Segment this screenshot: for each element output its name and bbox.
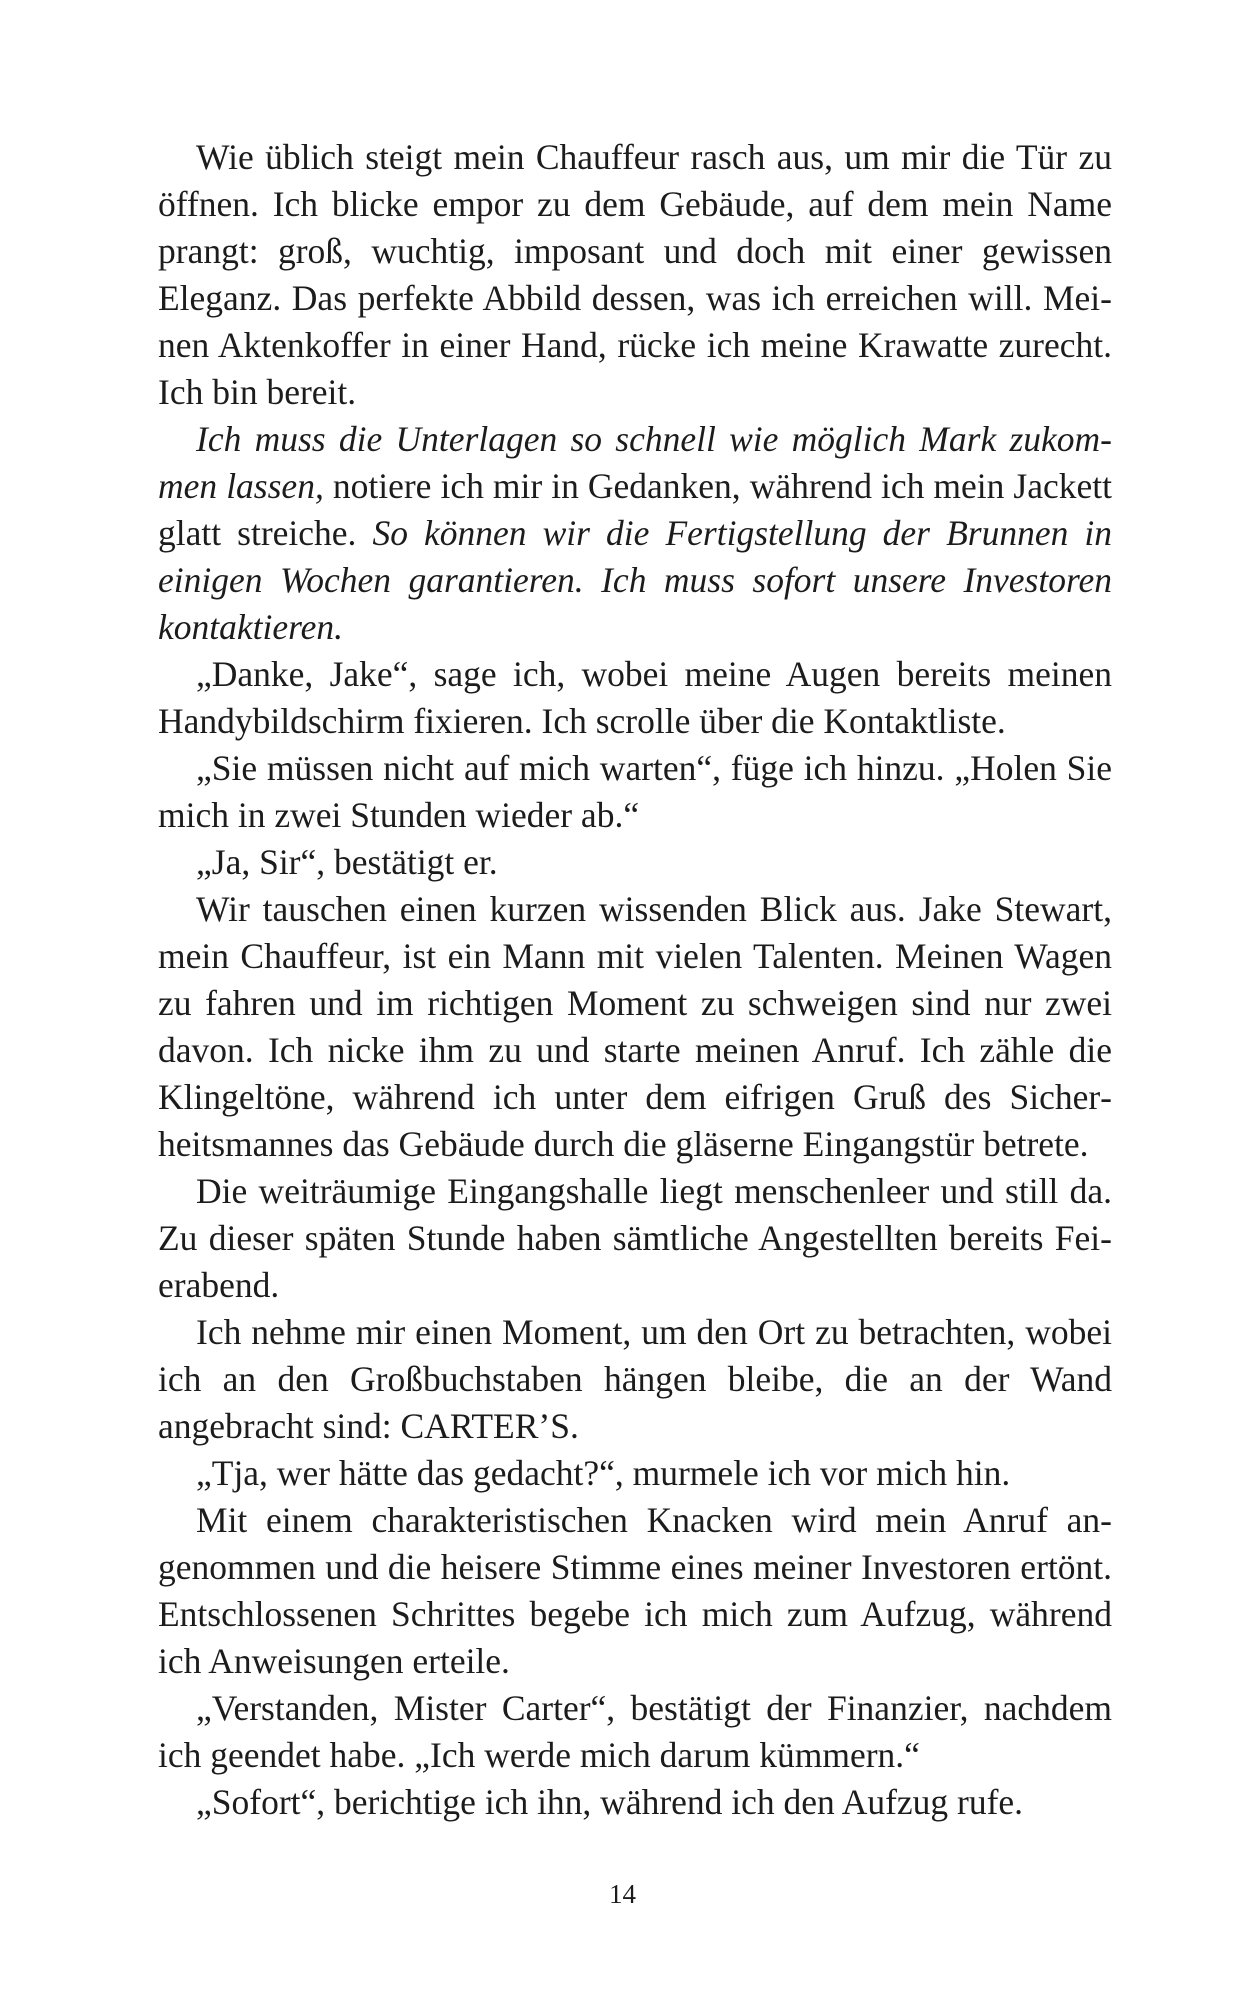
paragraph <box>158 745 1112 839</box>
text-run: „Verstanden, Mister Carter“, bestätigt der Finanzier, nachdem ich geendet habe. „Ich werde mich darum kümmern.“ <box>158 1688 1112 1775</box>
paragraph <box>158 416 1112 651</box>
page-number: 14 <box>609 1879 636 1909</box>
italic-text-run: So können wir die Fertigstellung der Brunnen in einigen Wochen garantieren. Ich muss sofort unsere Investoren kontaktieren. <box>158 513 1112 647</box>
paragraph <box>158 134 1112 416</box>
italic-text-run: Ich muss die Unterlagen so schnell wie möglich Mark zukommen lassen, <box>158 419 1112 506</box>
text-run: „Danke, Jake“, sage ich, wobei meine Augen bereits meinen Handybildschirm fixieren. Ich scrolle über die Kontaktliste. <box>158 654 1112 741</box>
text-run: Mit einem charakteristischen Knacken wird mein Anruf angenommen und die heisere Stimme eines meiner Investoren ertönt. Entschlossenen Schrittes begebe ich mich zum Aufzug, während ich Anweisungen erteile. <box>158 1500 1112 1681</box>
text-run: Ich nehme mir einen Moment, um den Ort zu betrachten, wobei ich an den Großbuchstaben hängen bleibe, die an der Wand angebracht sind: CARTER’S. <box>158 1312 1112 1446</box>
paragraph <box>158 651 1112 745</box>
text-run: Wir tauschen einen kurzen wissenden Blick aus. Jake Stewart, mein Chauffeur, ist ein Mann mit vielen Talenten. Meinen Wagen zu fahren und im richtigen Moment zu schweigen sind nur zwei davon. Ich nicke ihm zu und starte meinen Anruf. Ich zähle die Klingeltöne, während ich unter dem eifrigen Gruß des Sicherheitsmannes das Gebäude durch die gläserne Eingangstür betrete. <box>158 889 1112 1164</box>
paragraph <box>158 1779 1112 1826</box>
text-run: „Sie müssen nicht auf mich warten“, füge ich hinzu. „Holen Sie mich in zwei Stunden wieder ab.“ <box>158 748 1112 835</box>
paragraph <box>158 1685 1112 1779</box>
text-run: Wie üblich steigt mein Chauffeur rasch aus, um mir die Tür zu öffnen. Ich blicke empor zu dem Gebäude, auf dem mein Name prangt: groß, wuchtig, imposant und doch mit einer gewissen Eleganz. Das perfekte Abbild dessen, was ich erreichen will. Meinen Aktenkoffer in einer Hand, rücke ich meine Krawatte zurecht. Ich bin bereit. <box>158 137 1112 412</box>
paragraph <box>158 886 1112 1168</box>
text-run: Die weiträumige Eingangshalle liegt menschenleer und still da. Zu dieser späten Stunde haben sämtliche Angestellten bereits Feierabend. <box>158 1171 1112 1305</box>
paragraph <box>158 1450 1112 1497</box>
text-run: „Tja, wer hätte das gedacht?“, murmele ich vor mich hin. <box>196 1453 1011 1493</box>
text-run: „Ja, Sir“, bestätigt er. <box>196 842 498 882</box>
paragraph <box>158 1309 1112 1450</box>
body-text <box>158 134 1112 1826</box>
text-run: „Sofort“, berichtige ich ihn, während ich den Aufzug rufe. <box>196 1782 1024 1822</box>
text-run: notiere ich mir in Gedanken, während ich mein Jackett glatt streiche. <box>158 466 1112 553</box>
paragraph <box>158 839 1112 886</box>
paragraph <box>158 1497 1112 1685</box>
paragraph <box>158 1168 1112 1309</box>
